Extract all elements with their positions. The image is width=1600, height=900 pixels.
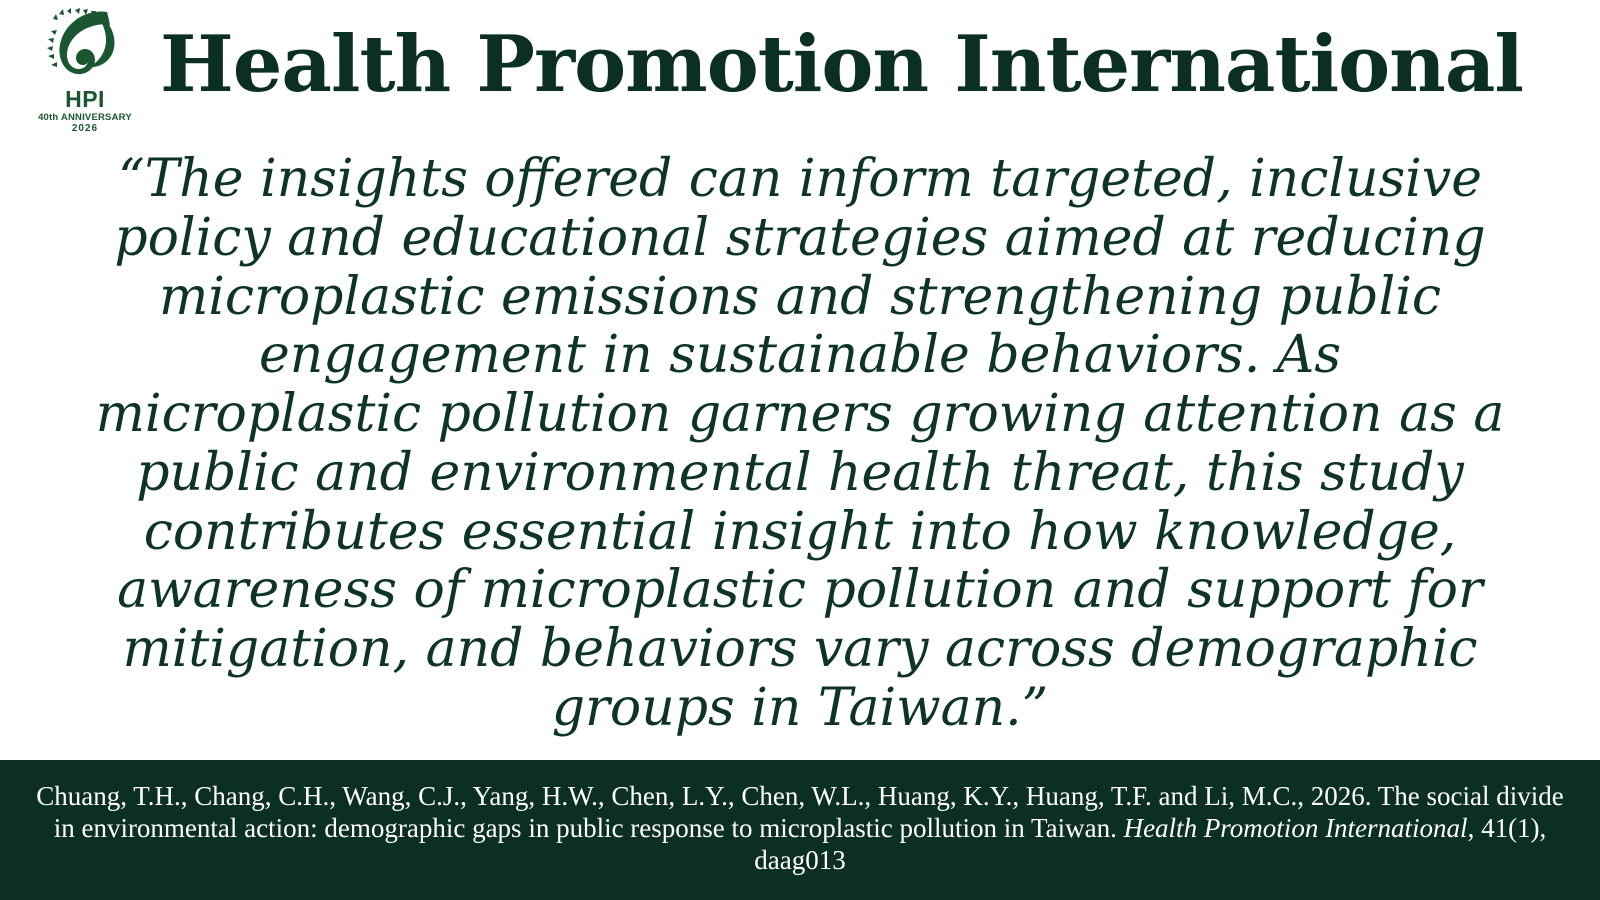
logo-year: 2026: [71, 123, 99, 135]
hpi-leaf-logo-icon: [37, 8, 133, 86]
hpi-logo: [30, 8, 140, 143]
logo-abbreviation: HPI: [65, 86, 105, 112]
page-title: Health Promotion International: [160, 19, 1524, 110]
pull-quote: “The insights offered can inform targeted, inclusive policy and educational strategies aimed at reducing microplastic emissions and strengthening public engagement in sustainable behaviors. As microplastic pollution garners growing attention as a public and environmental health threat, this study contributes essential insight into how knowledge, awareness of microplastic pollution and support for mitigation, and behaviors vary across demographic groups in Taiwan.”: [95, 149, 1505, 738]
citation: [30, 781, 1570, 877]
citation-volume-article: , 41(1), daag013: [754, 813, 1547, 875]
citation-authors-title: Chuang, T.H., Chang, C.H., Wang, C.J., Yang, H.W., Chen, L.Y., Chen, W.L., Huang, K.Y., Huang, T.F. and Li, M.C., 2026. The social divide in environmental action: demographic gaps in public response to microplastic pollution in Taiwan.: [36, 781, 1564, 844]
logo-anniversary: 40th ANNIVERSARY: [38, 112, 132, 124]
citation-bar: [0, 760, 1600, 900]
citation-journal-name: Health Promotion International: [1123, 813, 1468, 844]
header: [0, 0, 1600, 150]
quote-area: [0, 150, 1600, 760]
